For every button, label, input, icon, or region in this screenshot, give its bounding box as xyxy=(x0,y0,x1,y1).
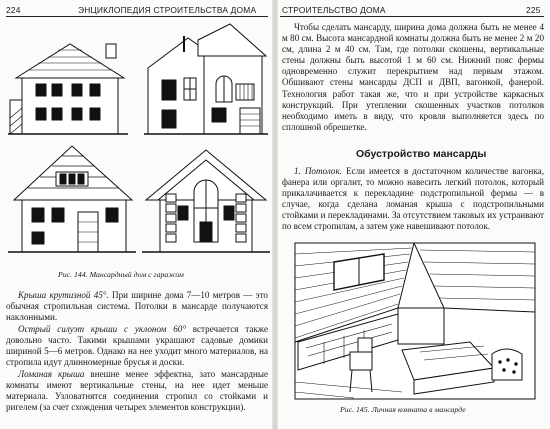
paragraph-text: Если имеется в достаточном количестве вагонка, фанера или оргалит, то можно навесить легкий потолок, который прикалачивается к перекладине подстропильной фермы — в случае, когда сделана ломаная крыша с подстропильными стойками и перекладинами. За отсутствием таковых их устраивают по всем стропилам, а затем уже навешивают потолок. xyxy=(282,166,544,232)
intro-paragraph: Чтобы сделать мансарду, ширина дома должна быть не менее 4 м 80 см. Высота мансардной комнаты должна быть не менее 2 м 20 см, длина 2 м 40 см. Там, где потолки скошены, вертикальные стены должны быть высотой 1 м 60 см. Нижний пояс фермы одновременно служит перекрытием над первым этажом. Обшивают стены мансарды ДСП и ДВП, вагонкой, фанерой. Технология работ такая же, что и при устройстве каркасных конструкций. При утеплении скошенных участков потолков необходимо иметь в виду, что кровля выполняется здесь по сплошной обрешетке. xyxy=(282,22,544,132)
left-page-number: 224 xyxy=(6,5,21,15)
paragraph-text: внешне менее эффектна, зато мансардные комнаты имеют вертикальные стены, на нее идет меньше материала. Узловатнятся соединения стропил со стойками и ригелем (за счет схождения четырех элементов конструкции). xyxy=(6,369,269,413)
ceiling-paragraph xyxy=(282,166,544,233)
right-page-number: 225 xyxy=(526,5,541,15)
paragraph-broken-roof xyxy=(6,369,268,413)
figure-144-caption: Рис. 144. Мансардный дом с гаражом xyxy=(58,270,184,279)
house-drawing-1 xyxy=(8,44,128,134)
paragraph-text: встречается также довольно часто. Такими крышами украшают садовые домики шириной 5—6 метров. Однако на нее уходит много материалов, на стропила идут длинномерные брусья и доски. xyxy=(6,324,268,368)
right-page xyxy=(276,0,550,429)
house-drawing-3 xyxy=(8,146,136,252)
paragraph-text: При ширине дома 7—10 метров — это обычная стропильная система. Потолки в мансарде получаются наклонными. xyxy=(6,290,268,323)
left-header-rule xyxy=(6,16,268,17)
house-illustrations-figure xyxy=(8,22,270,264)
house-drawing-2 xyxy=(144,24,268,134)
left-running-title: ЭНЦИКЛОПЕДИЯ СТРОИТЕЛЬСТВА ДОМА xyxy=(78,5,257,15)
section-heading: Обустройство мансарды xyxy=(356,148,487,160)
attic-room-figure xyxy=(294,242,536,400)
figure-145-caption: Рис. 145. Личная комната в мансарде xyxy=(340,405,466,414)
paragraph-lead: Крыша крутизной 45°. xyxy=(18,290,109,300)
paragraph-lead: Острый силуэт крыши с уклоном 60° xyxy=(18,324,186,334)
paragraph-lead: 1. Потолок. xyxy=(294,166,342,176)
left-page xyxy=(0,0,274,429)
right-header-rule xyxy=(280,16,544,17)
paragraph-lead: Ломаная крыша xyxy=(18,369,85,379)
paragraph-roof-60 xyxy=(6,324,268,368)
right-running-title: СТРОИТЕЛЬСТВО ДОМА xyxy=(282,5,386,15)
house-drawing-4 xyxy=(142,150,270,252)
paragraph-roof-45 xyxy=(6,290,268,323)
